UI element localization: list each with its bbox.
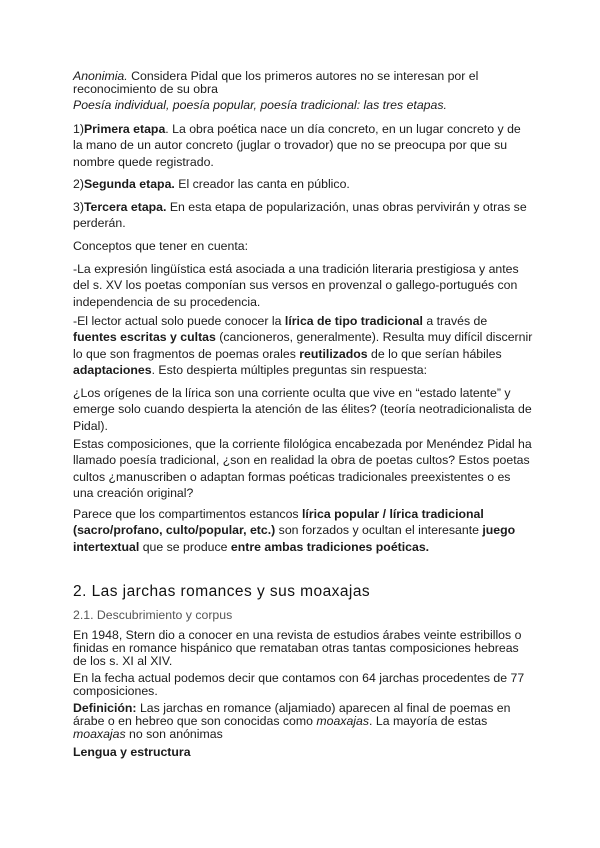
corpus-paragraph: En la fecha actual podemos decir que contamos con 64 jarchas procedentes de 77 composiciones. xyxy=(73,671,525,699)
definition-paragraph: Definición: Las jarchas en romance (aljamiado) aparecen al final de poemas en árabe o en hebreo que son conocidas como moaxajas. La mayoría de estas moaxajas no son anónimas xyxy=(73,701,511,742)
section-2-1-subheading: 2.1. Descubrimiento y corpus xyxy=(73,608,233,622)
stage-2-paragraph: 2)Segunda etapa. El creador las canta en público. xyxy=(73,177,350,191)
concept-paragraph-5: Parece que los compartimentos estancos lírica popular / lírica tradicional (sacro/profano, culto/popular, etc.) son forzados y ocultan el interesante juego intertextual que se produce entre ambas tradiciones poéticas. xyxy=(73,507,516,554)
concept-paragraph-3: ¿Los orígenes de la lírica son una corriente oculta que vive en “estado latente” y emerge solo cuando despierta la atención de las élites? (teoría neotradicionalista de Pidal). xyxy=(73,386,532,433)
stage-1-paragraph: 1)Primera etapa. La obra poética nace un día concreto, en un lugar concreto y de la mano de un autor concreto (juglar o trovador) que no se preocupa por que su nombre quede registrado. xyxy=(73,122,521,169)
discovery-paragraph: En 1948, Stern dio a conocer en una revista de estudios árabes veinte estribillos o finidas en romance hispánico que remataban otras tantas composiciones hebreas de los s. XI al XIV. xyxy=(73,628,522,669)
concept-paragraph-4: Estas composiciones, que la corriente filológica encabezada por Menéndez Pidal ha llamado poesía tradicional, ¿son en realidad la obra de poetas cultos? Estos poetas cultos ¿manuscriben o adaptan formas poéticas tradicionales preexistentes o es una creación original? xyxy=(73,437,532,500)
anonimia-term: Anonimia. xyxy=(73,69,128,83)
section-2-heading: 2. Las jarchas romances y sus moaxajas xyxy=(73,583,371,600)
anonimia-paragraph: Anonimia. Considera Pidal que los primeros autores no se interesan por el reconocimiento de su obra xyxy=(73,69,479,97)
lengua-estructura-heading: Lengua y estructura xyxy=(73,745,191,759)
concept-paragraph-2: -El lector actual solo puede conocer la lírica de tipo tradicional a través de fuentes escritas y cultas (cancioneros, generalmente). Resulta muy difícil discernir lo que son fragmentos de poemas orales reutilizados de lo que serían hábiles adaptaciones. Esto despierta múltiples preguntas sin respuesta: xyxy=(73,314,533,377)
concept-paragraph-1: -La expresión lingüística está asociada a una tradición literaria prestigiosa y antes del s. XV los poetas componían sus versos en provenzal o gallego-portugués con independencia de su procedencia. xyxy=(73,262,519,309)
concepts-heading: Conceptos que tener en cuenta: xyxy=(73,239,249,253)
definition-label: Definición: xyxy=(73,701,137,715)
stages-subtitle: Poesía individual, poesía popular, poesía tradicional: las tres etapas. xyxy=(73,98,447,112)
stage-3-paragraph: 3)Tercera etapa. En esta etapa de popularización, unas obras pervivirán y otras se perderán. xyxy=(73,200,527,231)
